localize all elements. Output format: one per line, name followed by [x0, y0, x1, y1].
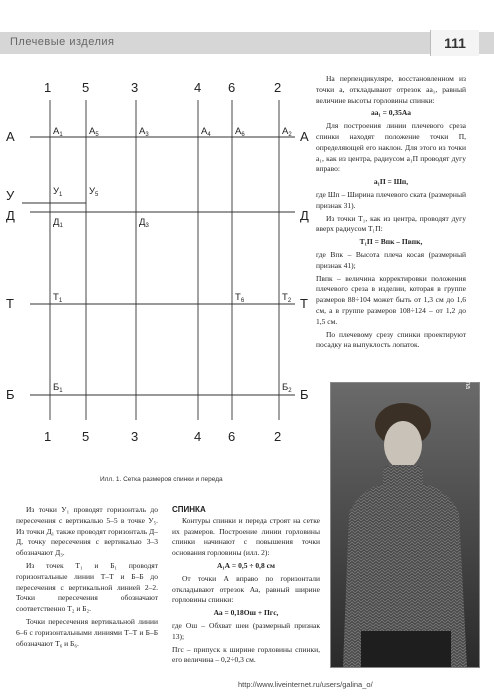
point-U5: $У_5$ — [89, 186, 99, 198]
row-label-A-left: А — [6, 129, 15, 144]
point-D3: $Д_3$ — [139, 217, 149, 229]
paragraph: Точки пересечения вертикальной линии 6–6 с горизонтальными линиями Т–Т и Б–Б обозначают Т₆ и Б₆. — [16, 616, 158, 648]
bottom-number-2: 2 — [274, 429, 282, 444]
formula: Т₁П = Впк – Пвпк, — [359, 237, 423, 247]
top-number-5: 5 — [82, 80, 90, 95]
model-photo-image — [331, 383, 479, 667]
point-A5: $А_5$ — [89, 126, 99, 138]
page-number: 111 — [430, 30, 479, 56]
footer-url: http://www.liveinternet.ru/users/galina_o/ — [238, 680, 373, 689]
point-A2: $А_2$ — [282, 126, 292, 138]
bottom-number-1: 1 — [44, 429, 52, 444]
row-label-B-left: Б — [6, 387, 15, 402]
paragraph: По плечевому срезу спинки проектируют посадку на выпуклость лопаток. — [316, 329, 466, 350]
bottom-number-5: 5 — [82, 429, 90, 444]
row-label-T-right: Т — [300, 296, 308, 311]
photo-caption: Zegna — [464, 369, 471, 389]
paragraph: где Впк – Высота плеча косая (размерный признак 41); — [316, 249, 466, 270]
middle-column — [172, 505, 320, 668]
point-T1: $Т_1$ — [53, 292, 63, 304]
point-B1: $Б_1$ — [53, 382, 63, 394]
row-label-D-left: Д — [6, 208, 15, 223]
paragraph: Пвпк – величина корректировки положения плечевого среза в изделии, которая в группе размеров 88÷104 может быть от 1,3 см до 1,6 см, а в группе размеров 108÷124 – от 1,2 до 1,5 см. — [316, 273, 466, 326]
top-number-6: 6 — [228, 80, 236, 95]
row-label-A-right: А — [300, 129, 309, 144]
running-head: Плечевые изделия — [10, 36, 115, 48]
point-B2: $Б_2$ — [282, 382, 292, 394]
figure-caption: Илл. 1. Сетка размеров спинки и переда — [100, 476, 223, 483]
section-heading: СПИНКА — [172, 505, 206, 514]
left-column — [16, 505, 158, 651]
paragraph: Пгс – припуск к ширине горловины спинки, его величина – 0,2÷0,3 см. — [172, 644, 320, 665]
paragraph: Из точки Т₁, как из центра, проводят дугу вверх радиусом Т₁П: — [316, 213, 466, 234]
point-T2: $Т_2$ — [282, 292, 292, 304]
point-A6: $А_6$ — [235, 126, 245, 138]
paragraph: Из точек Т₁ и Б₁ проводят горизонтальные линии Т–Т и Б–Б до пересечения с вертикальной линией 2–2. Точки пересечения обозначают соответственно Т₂ и Б₂. — [16, 560, 158, 614]
bottom-number-3: 3 — [131, 429, 139, 444]
point-D1: $Д_1$ — [53, 217, 63, 229]
formula: А₁А = 0,5 ÷ 0,8 см — [216, 560, 276, 570]
paragraph: Контуры спинки и переда строят на сетке их размеров. Построение линии горловины спинки начинают с повышения точки основания горловины (илл. 2): — [172, 515, 320, 558]
row-label-B-right: Б — [300, 387, 309, 402]
paragraph: Из точки У₁ проводят горизонталь до пересечения с вертикалью 5–5 в точке У₅. Из точки Д₁ также проводят горизонталь Д–Д, точку пересечения с вертикалью 3–3 обозначают Д₃. — [16, 505, 158, 558]
top-number-4: 4 — [194, 80, 202, 95]
point-A3: $А_3$ — [139, 126, 149, 138]
paragraph: От точки А вправо по горизонтали откладывают отрезок Аа, равный ширине горловины спинки: — [172, 573, 320, 605]
paragraph: где Ош – Обхват шеи (размерный признак 13); — [172, 620, 320, 641]
right-column — [316, 74, 466, 353]
paragraph: Для построения линии плечевого среза спинки находят положение точки П, определяющей его наклон. Для этого из точки а₁, как из центра, радиусом а₁П проводят дугу вправо: — [316, 121, 466, 174]
point-T6: $Т_6$ — [235, 292, 245, 304]
paragraph: На перпендикуляре, восстановленном из точки а, откладывают отрезок аа₁, равный величине высоты горловины спинки: — [316, 74, 466, 105]
fashion-photo — [330, 369, 480, 668]
bottom-number-6: 6 — [228, 429, 236, 444]
formula: аа₁ = 0,35Аа — [371, 108, 411, 118]
top-number-3: 3 — [131, 80, 139, 95]
top-number-2: 2 — [274, 80, 282, 95]
formula: Аа = 0,18Ош + Пгс, — [213, 608, 279, 618]
point-U1: $У_1$ — [53, 186, 63, 198]
row-label-D-right: Д — [300, 208, 309, 223]
point-A4: $А_4$ — [201, 126, 211, 138]
top-number-1: 1 — [44, 80, 52, 95]
paragraph: где Шп – Ширина плечевого ската (размерный признак 31). — [316, 189, 466, 210]
formula: а₁П = Шп, — [373, 177, 409, 187]
row-label-U-left: У — [6, 188, 15, 203]
bottom-number-4: 4 — [194, 429, 202, 444]
point-A1: $А_1$ — [53, 126, 63, 138]
row-label-T-left: Т — [6, 296, 14, 311]
